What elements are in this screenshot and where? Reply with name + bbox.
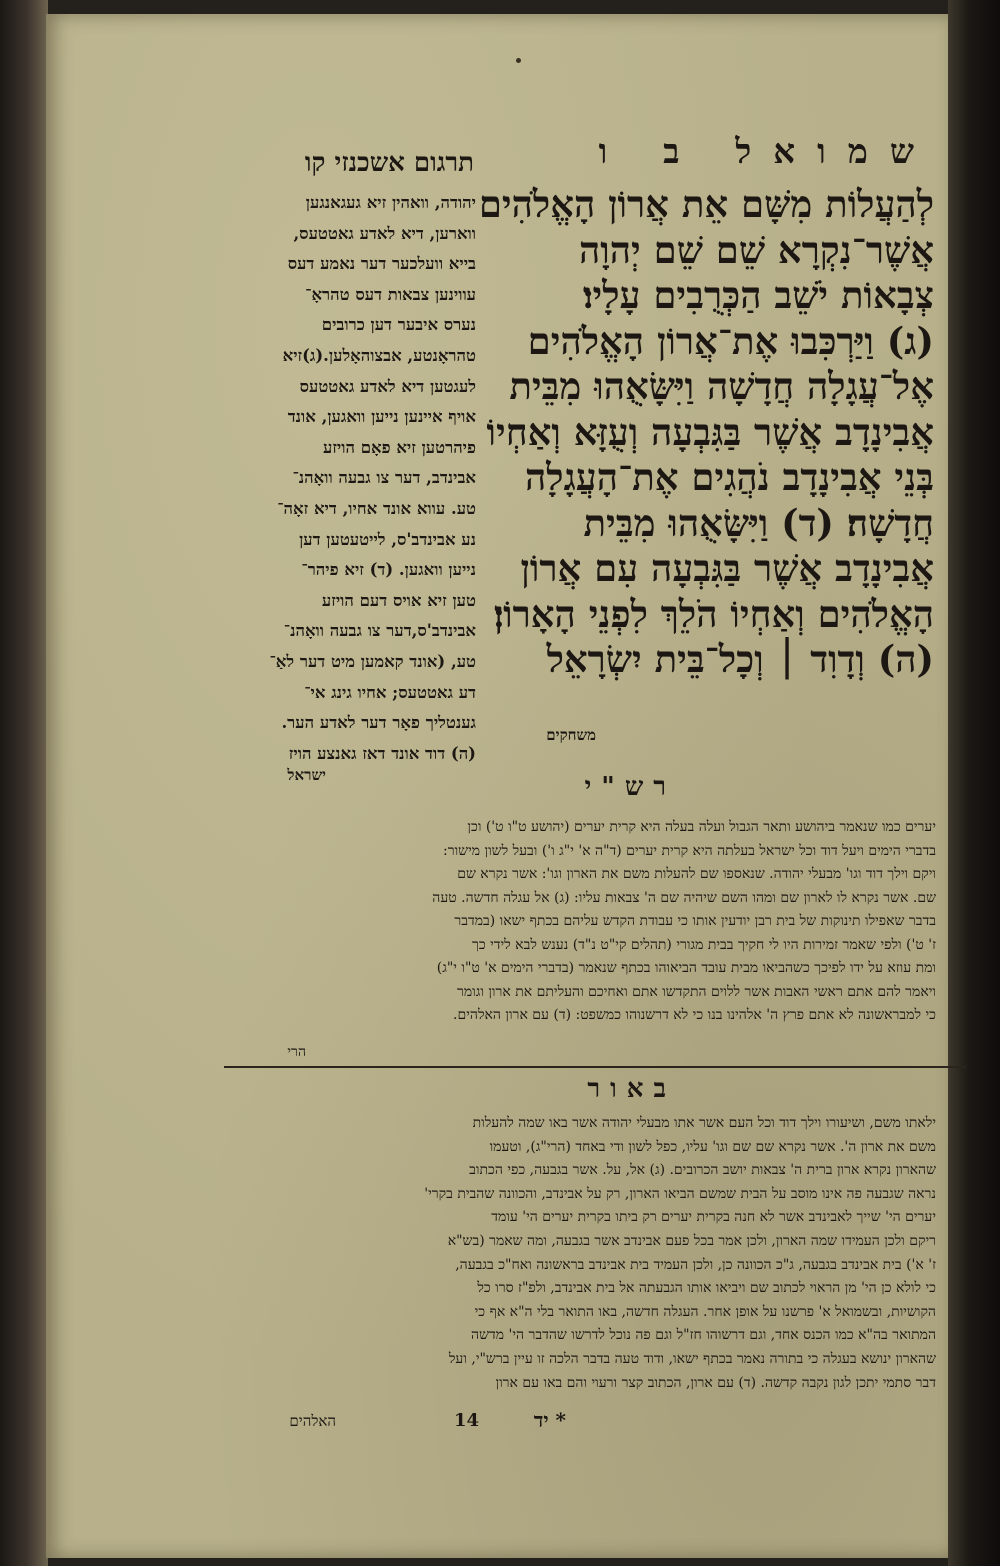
translation-line: עווינען צבאות דעס טהראָ־ [305,284,476,304]
book-header: שמואל ב ו [598,132,936,172]
biur-title: באור [587,1074,676,1104]
rashi-line: ויקם וילך דוד וגו' מבעלי יהודה. שנאספו שם להעלות משם את הארון וגו': אשר נקרא שם [457,866,936,882]
biur-line: משם את ארון ה'. אשר נקרא שם שם וגו' עליו, כפל לשון ודי באחד (הרי"ג), וטעמו [489,1138,936,1155]
translation-line: אויף איינען נייען וואגען, אונד [287,407,476,427]
translation-header: תרגום אשכנזי קו [304,148,474,178]
translation-line: אבינדב, דער צו גבעה וואָהנ־ [292,468,476,488]
rashi-line: שם. אשר נקרא לו לארון שם ומהו השם שיהיה שם ה' צבאות עליו: (ג) אל עגלה חדשה. טעה [432,889,936,906]
main-text-line: צְבָאוֹת יֹשֵׁב הַכְּרֻבִים עָלָיו׃ [583,273,934,317]
biur-line: המתואר בה"א כמו הכנס אחד, וגם דרשוהו חז"ל וגם פה נוכל לדרשו שהדבר הי' מדשה [471,1327,936,1344]
rashi-line: בדברי הימים ויעל דוד וכל ישראל בעלתה היא קרית יערים (ד"ה א' י"ג ו') ובעל לשון מישור: [443,842,936,859]
translation-line: פיהרטען זיא פאָם הויזע [322,437,476,457]
main-text-line: אֲשֶׁר־נִקְרָא שֵׁם שֵׁם יְהוָה [578,227,934,272]
page-number: 14 [454,1410,480,1431]
translation-line: נע אבינדב'ס, לייטעטען דען [299,529,476,549]
main-text-line: אֲבִינָדָב אֲשֶׁר בַּגִּבְעָה וְעֻזָּא וְאַחְיוֹ [486,409,934,454]
page-mark [516,58,521,63]
book-page [46,14,948,1558]
translation-line: ווארען, דיא לאדע גאטטעס, [293,223,476,243]
page-catchword: האלהים [289,1412,336,1430]
biur-line: שהארון ינושא בעגלה כי בתורה נאמר בכתף ישאו, ודוד טעה בדבר הלכה זו עיין ברש"י, ועל [448,1350,936,1367]
main-text-line: הָאֱלֹהִים וְאַחְיוֹ הֹלֵךְ לִפְנֵי הָאָרוֹן׃ [493,591,934,636]
translation-line: טע, (אונד קאמען מיט דער לאַ־ [269,651,476,671]
biur-line: כי לולא כן הי' מן הראוי לכתוב שם ויביאו אותו הגבעתה אל בית אבינדב, ולפ"ז סרו כל [477,1280,936,1297]
biur-commentary [224,1112,936,1395]
translation-line: נייען וואגען. (ד) זיא פיהר־ [301,560,476,580]
biur-line: ריקם ולכן העמידו שמה הארון, ולכן אמר בכל פעם אבינדב אשר בגבעה, ומה שאמר (בש"א [447,1232,936,1249]
rashi-commentary [224,816,936,1028]
translation-line: גענטליך פאָר דער לאדע הער. [281,713,476,733]
book-edge [948,0,1000,1566]
main-text-line: חֲדָשָׁה׃ (ד) וַיִּשָּׂאֻהוּ מִבֵּית [583,500,934,545]
main-text-column [454,182,934,683]
translation-line: לעגטען דיא לאדע גאטטעס [299,376,476,396]
rashi-line: ז' ט') ולפי שאמר זמירות היו לי חקיך בבית מגורי (תהלים קי"ט נ"ד) נענש לבא לידי כך [471,936,936,953]
rashi-line: ויאמר להם אתם ראשי האבות אשר ללוים התקדשו אתם ואחיכם והעליתם את ארון וגומר [456,983,936,1000]
main-text-line: בְּנֵי אֲבִינָדָב נֹהֲגִים אֶת־הָעֲגָלָה [525,455,934,499]
biur-line: יערים הי' שייך לאבינדב אשר לא חנה בקרית יערים רק ביתו בקרית יערים הי' עומד [491,1209,936,1226]
main-text-line: אֶל־עֲגָלָה חֲדָשָׁה וַיִּשָּׂאֻהוּ מִבֵּית [509,364,934,408]
translation-catchword: ישראל [287,766,326,784]
translation-line: טהראָנטע, אבצוהאָלען.(ג)זיא [282,345,476,365]
main-text-line: (ג) וַיַּרְכִּבוּ אֶת־אֲרוֹן הָאֱלֹהִים [527,318,934,363]
translation-line: אבינדב'ס,דער צו גבעה וואָהנ־ [283,621,476,641]
main-text-catchword: משחקים [546,726,596,744]
translation-line: דע גאטטעס; אחיו גינג אי־ [304,682,476,702]
translation-line: בייא וועלכער דער נאמע דעס [287,254,476,274]
biur-line: הקושיות, ובשמואל א' פרשנו על אופן אחר. העגלה חדשה, באו התואר בלי ה"א אף כי [474,1303,936,1320]
translation-line: (ה) דוד אונד דאז גאנצע הויז [288,743,476,763]
main-text-line: (ה) וְדָוִד ׀ וְכָל־בֵּית יִשְׂרָאֵל [546,637,934,681]
rashi-line: כי למבראשונה לא אתם פרץ ה' אלהינו בנו כי לא דרשנוהו כמשפט: (ד) עם ארון האלהים. [453,1007,936,1023]
translation-line: יהודה, וואהין זיא געגאנגען [305,193,476,212]
rashi-line: בדבר שאפילו תינוקות של בית רבן יודעין אותו כי עבודת הקדש עליהם בכתף ישאו (במדבר [454,913,936,929]
rashi-line: ומת עוזא על ידו לפיכך כשהביאו מבית עובד הביאוהו בכתף שנאמר (בדברי הימים א' ט"ו י"ג) [436,960,936,976]
rashi-line: יערים כמו שנאמר ביהושע ותאר הגבול ועלה בעלה היא קרית יערים (יהושע ט"ו ט') וכן [467,819,936,835]
biur-line: דבר סתמי יתכן לגון נקבה קדשה. (ד) עם ארון, הכתוב קצר ורעוי והם באו עם ארון [495,1374,936,1391]
biur-line: ילאתו משם, ושיעורו וילך דוד וכל העם אשר אתו מבעלי יהודה אשר באו שמה להעלות [472,1115,936,1131]
translation-column [214,188,476,769]
biur-line: ז' א') בית אבינדב בגבעה, ג"כ הכוונה כן, ולכן העמיד בית אבינדב בראשונה ואח"כ בגבעה, [455,1256,936,1273]
translation-line: טען זיא אויס דעם הויזע [321,590,476,610]
book-spine [0,0,48,1566]
signature-mark: * יד [533,1408,566,1432]
rashi-title: רש"י [584,772,676,802]
biur-line: שהארון נקרא ארון ברית ה' צבאות יושב הכרובים. (ג) אל, על. אשר בגבעה, כפי הכתוב [469,1162,936,1179]
section-divider [224,1066,966,1068]
biur-line: נראה שגבעה פה אינו מוסב על הבית שמשם הביאו הארון, רק על אבינדב, והכוונה שהבית בקרי' [424,1185,936,1202]
rashi-catchword: הרי [287,1044,306,1060]
main-text-line: לְהַעֲלוֹת מִשָּׁם אֵת אֲרוֹן הָאֱלֹהִים [478,182,934,226]
translation-line: נערס איבער דען כרובים [321,315,476,335]
main-text-line: אֲבִינָדָב אֲשֶׁר בַּגִּבְעָה עִם אֲרוֹן [520,546,934,590]
translation-line: טע. עווא אונד אחיו, דיא זאָה־ [277,498,476,518]
